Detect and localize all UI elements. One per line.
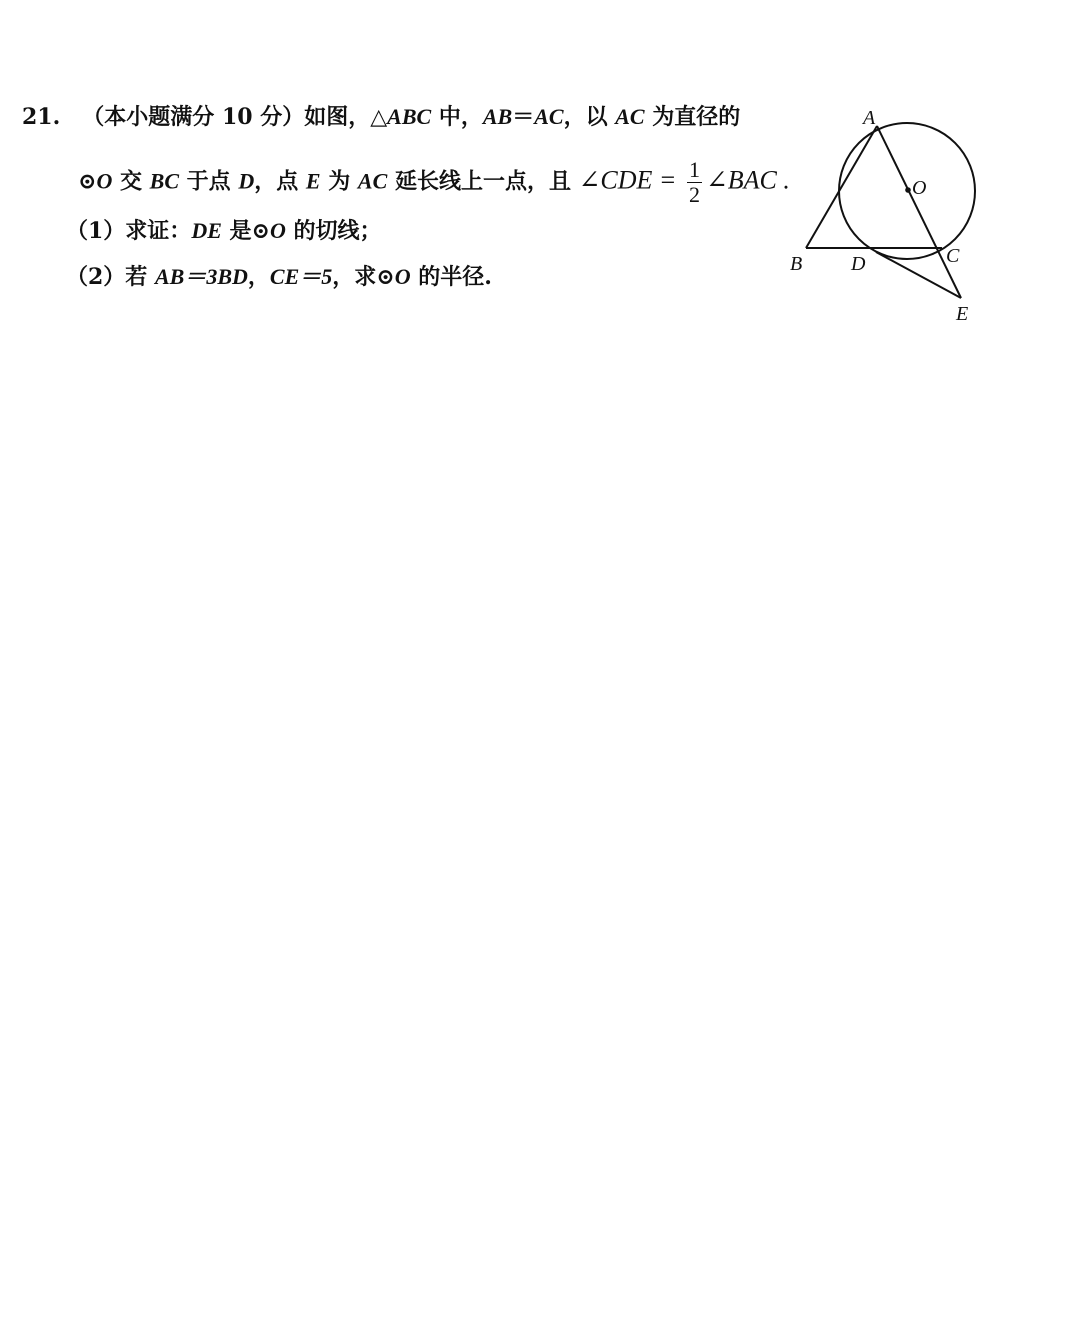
question-line-2 — [78, 158, 790, 207]
question-part-1 — [66, 216, 382, 246]
text-segment: 于点 — [179, 168, 239, 195]
fraction-one-half — [687, 158, 702, 207]
label-e: E — [956, 303, 969, 325]
condition-ab-3bd: AB＝3BD — [154, 264, 248, 289]
geometry-figure — [770, 96, 1010, 336]
text-segment: 的切线； — [285, 218, 382, 244]
label-c: C — [946, 245, 960, 267]
fraction-numerator: 1 — [688, 157, 700, 182]
text-segment: 交 — [112, 168, 150, 195]
circle-symbol: ⊙ — [78, 168, 97, 195]
segment-ae-line — [877, 126, 961, 298]
text-segment: 延长线上一点，且 — [387, 168, 579, 195]
fraction-denominator: 2 — [688, 182, 700, 207]
segment-ab: AB — [482, 104, 513, 129]
point-o: O — [394, 264, 411, 289]
point-o: O — [269, 218, 286, 243]
label-o: O — [912, 177, 927, 199]
part-2-prefix: （2）若 — [66, 264, 155, 290]
question-number: 21. — [22, 104, 61, 130]
circle-symbol: ⊙ — [251, 218, 270, 244]
segment-bc: BC — [149, 168, 180, 194]
condition-ce-5: CE＝5 — [269, 264, 333, 289]
point-o: O — [96, 168, 113, 194]
text-segment: ，求 — [332, 264, 377, 290]
triangle-name: ABC — [387, 104, 432, 129]
question-header: （本小题满分 10 分）如图，△ — [82, 104, 388, 130]
segment-de: DE — [191, 218, 222, 243]
text-segment: 是 — [221, 218, 252, 244]
angle-cde: ∠CDE — [578, 165, 653, 195]
question-part-2 — [66, 262, 492, 292]
center-point — [905, 187, 911, 193]
segment-ac: AC — [357, 168, 388, 194]
segment-ab-line — [806, 126, 877, 248]
text-segment: 为直径的 — [644, 104, 741, 130]
text-segment: ，以 — [563, 104, 616, 130]
label-d: D — [851, 253, 866, 275]
label-a: A — [863, 107, 876, 129]
segment-ac: AC — [615, 104, 645, 129]
text-segment: ， — [247, 264, 270, 290]
point-e: E — [305, 168, 321, 194]
text-segment: ，点 — [254, 168, 306, 195]
part-1-prefix: （1）求证： — [66, 218, 192, 244]
period: . — [776, 165, 790, 195]
segment-ac: AC — [534, 104, 564, 129]
equals-sign: ＝ — [512, 104, 535, 130]
text-segment: 为 — [320, 168, 358, 195]
point-d: D — [238, 168, 255, 194]
equals-sign: = — [652, 165, 683, 195]
text-segment: 的半径. — [410, 264, 492, 290]
angle-bac: ∠BAC — [705, 165, 777, 195]
circle-symbol: ⊙ — [376, 264, 395, 290]
label-b: B — [790, 253, 803, 275]
text-segment: 中， — [431, 104, 483, 130]
question-line-1 — [22, 102, 740, 132]
